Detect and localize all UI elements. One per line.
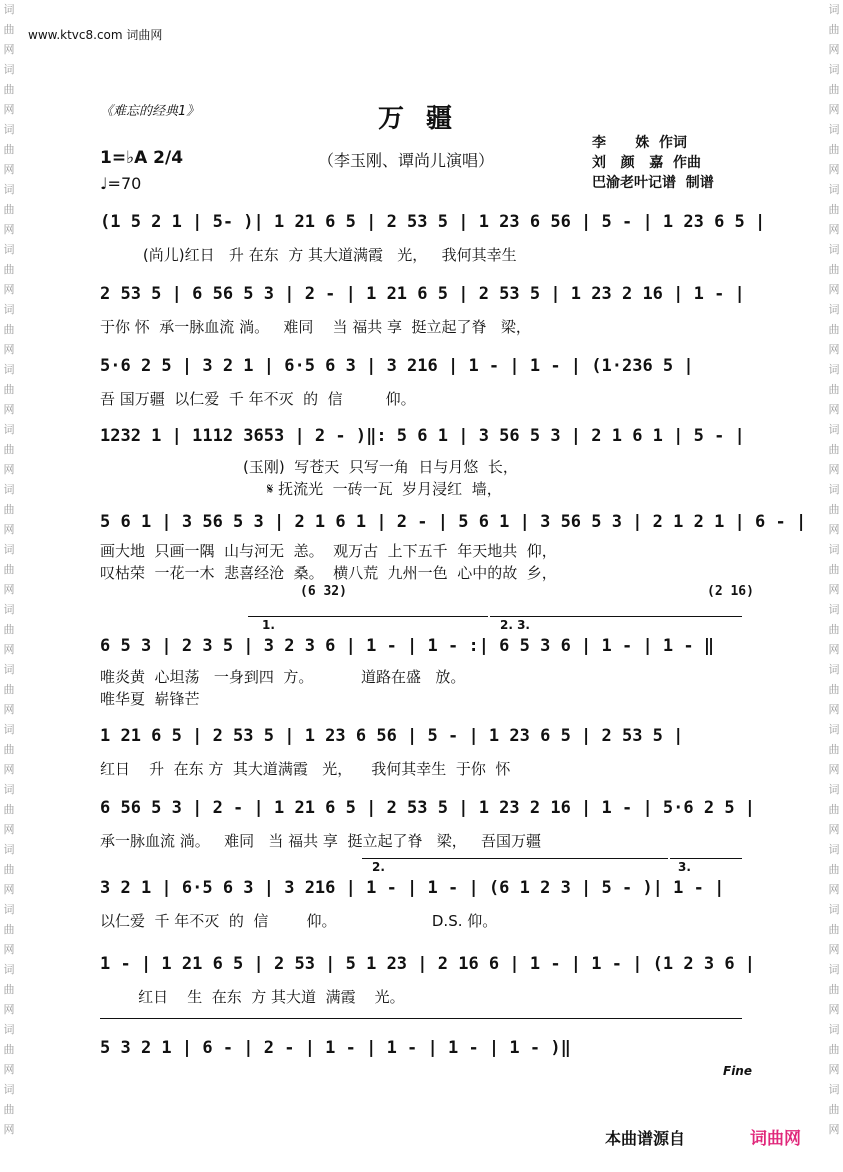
volta-1-bracket (248, 616, 488, 617)
volta-2-bracket (490, 616, 742, 617)
notation-line-4: 1232 1 | 1112 3653 | 2 - )‖: 5 6 1 | 3 56 5 3 | 2 1 6 1 | 5 - | (100, 426, 745, 446)
notation-line-5: 5 6 1 | 3 56 5 3 | 2 1 6 1 | 2 - | 5 6 1 | 3 56 5 3 | 2 1 2 1 | 6 - | (100, 512, 807, 532)
lyric-line-4a: (玉刚) 写苍天 只写一角 日与月悠 长， (100, 458, 518, 476)
lyric-line-8: 承一脉血流 淌。 难同 当 福共 享 挺立起了脊 梁， 吾国万疆 (100, 832, 542, 850)
lyric-line-6b: 唯华夏 崭锋芒 (100, 690, 200, 708)
notator-credit: 巴渝老叶记谱 制谱 (592, 175, 714, 191)
lyric-line-4b: 𝄋 抚流光 一砖一瓦 岁月浸红 墙， (100, 480, 502, 498)
volta-1-label: 1. (262, 618, 275, 632)
lyric-line-2: 于你 怀 承一脉血流 淌。 难同 当 福共 享 挺立起了脊 梁， (100, 318, 531, 336)
lyric-line-5a: 画大地 只画一隅 山与河无 恙。 观万古 上下五千 年天地共 仰， (100, 542, 557, 560)
singers-line: （李玉刚、谭尚儿演唱） (318, 151, 495, 170)
closing-bracket (100, 1018, 742, 1019)
lyric-line-9: 以仁爱 千 年不灭 的 信 仰。 D.S. 仰。 (100, 912, 498, 930)
notation-line-7: 1 21 6 5 | 2 53 5 | 1 23 6 56 | 5 - | 1 23 6 5 | 2 53 5 | (100, 726, 684, 746)
lyric-line-10: 红日 生 在东 方 其大道 满霞 光。 (100, 988, 405, 1006)
key-signature: 1=♭A 2/4 (100, 148, 184, 168)
notation-line-8: 6 56 5 3 | 2 - | 1 21 6 5 | 2 53 5 | 1 23 2 16 | 1 - | 5·6 2 5 | (100, 798, 756, 818)
lyric-line-7: 红日 升 在东 方 其大道满霞 光， 我何其幸生 于你 怀 (100, 760, 511, 778)
left-watermark-column: 词 曲 网 词 曲 网 词 曲 网 词 曲 网 词 曲 网 词 曲 网 词 曲 网 词 曲 网 词 曲 网 词 曲 网 词 曲 网 词 曲 网 词 曲 网 词 曲 网 词 曲 网 词 曲 网 词 曲 网 词 曲 网 词 曲 网 (3, 3, 15, 1136)
notation-line-11: 5 3 2 1 | 6 - | 2 - | 1 - | 1 - | 1 - | 1 - )‖ (100, 1038, 571, 1058)
series-title: 《难忘的经典1》 (100, 104, 200, 119)
volta-3-bracket (670, 858, 742, 859)
tempo-marking: ♩=70 (100, 174, 142, 193)
right-watermark-column: 词 曲 网 词 曲 网 词 曲 网 词 曲 网 词 曲 网 词 曲 网 词 曲 网 词 曲 网 词 曲 网 词 曲 网 词 曲 网 词 曲 网 词 曲 网 词 曲 网 词 曲 网 词 曲 网 词 曲 网 词 曲 网 词 曲 网 (828, 3, 840, 1136)
fine-marking: Fine (723, 1064, 752, 1078)
site-url[interactable]: www.ktvc8.com 词曲网 (28, 28, 163, 42)
brand-logo[interactable]: 词曲网 (750, 1129, 801, 1149)
lyric-line-6a: 唯炎黄 心坦荡 一身到四 方。 道路在盛 放。 (100, 668, 466, 686)
lyricist-credit: 李 姝 作词 (592, 135, 687, 151)
notation-line-9: 3 2 1 | 6·5 6 3 | 3 216 | 1 - | 1 - | (6 1 2 3 | 5 - )| 1 - | (100, 878, 725, 898)
lyric-line-5b: 叹枯荣 一花一木 悲喜经沧 桑。 横八荒 九州一色 心中的故 乡， (100, 564, 557, 582)
volta-2-bracket-b (362, 858, 668, 859)
composer-credit: 刘 颜 嘉 作曲 (592, 155, 701, 171)
notation-line-10: 1 - | 1 21 6 5 | 2 53 | 5 1 23 | 2 16 6 | 1 - | 1 - | (1 2 3 6 | (100, 954, 756, 974)
song-title: 万疆 (378, 104, 475, 134)
volta-2b-label: 2. (372, 860, 385, 874)
lyric-line-3: 吾 国万疆 以仁爱 千 年不灭 的 信 仰。 (100, 390, 416, 408)
volta-3-label: 3. (678, 860, 691, 874)
lyric-line-1: (尚儿)红日 升 在东 方 其大道满霞 光， 我何其幸生 (100, 246, 517, 264)
notation-line-1: (1 5 2 1 | 5- )| 1 21 6 5 | 2 53 5 | 1 23 6 56 | 5 - | 1 23 6 5 | (100, 212, 766, 232)
notation-line-6: 6 5 3 | 2 3 5 | 3 2 3 6 | 1 - | 1 - :| 6 5 3 6 | 1 - | 1 - ‖ (100, 636, 715, 656)
notation-line-3: 5·6 2 5 | 3 2 1 | 6·5 6 3 | 3 216 | 1 - | 1 - | (1·236 5 | (100, 356, 694, 376)
source-label: 本曲谱源自 (605, 1129, 686, 1148)
volta-2-label: 2. 3. (500, 618, 530, 632)
notation-line-2: 2 53 5 | 6 56 5 3 | 2 - | 1 21 6 5 | 2 53 5 | 1 23 2 16 | 1 - | (100, 284, 745, 304)
alt-notes-line-5: (6 32) (2 16) (300, 584, 754, 599)
